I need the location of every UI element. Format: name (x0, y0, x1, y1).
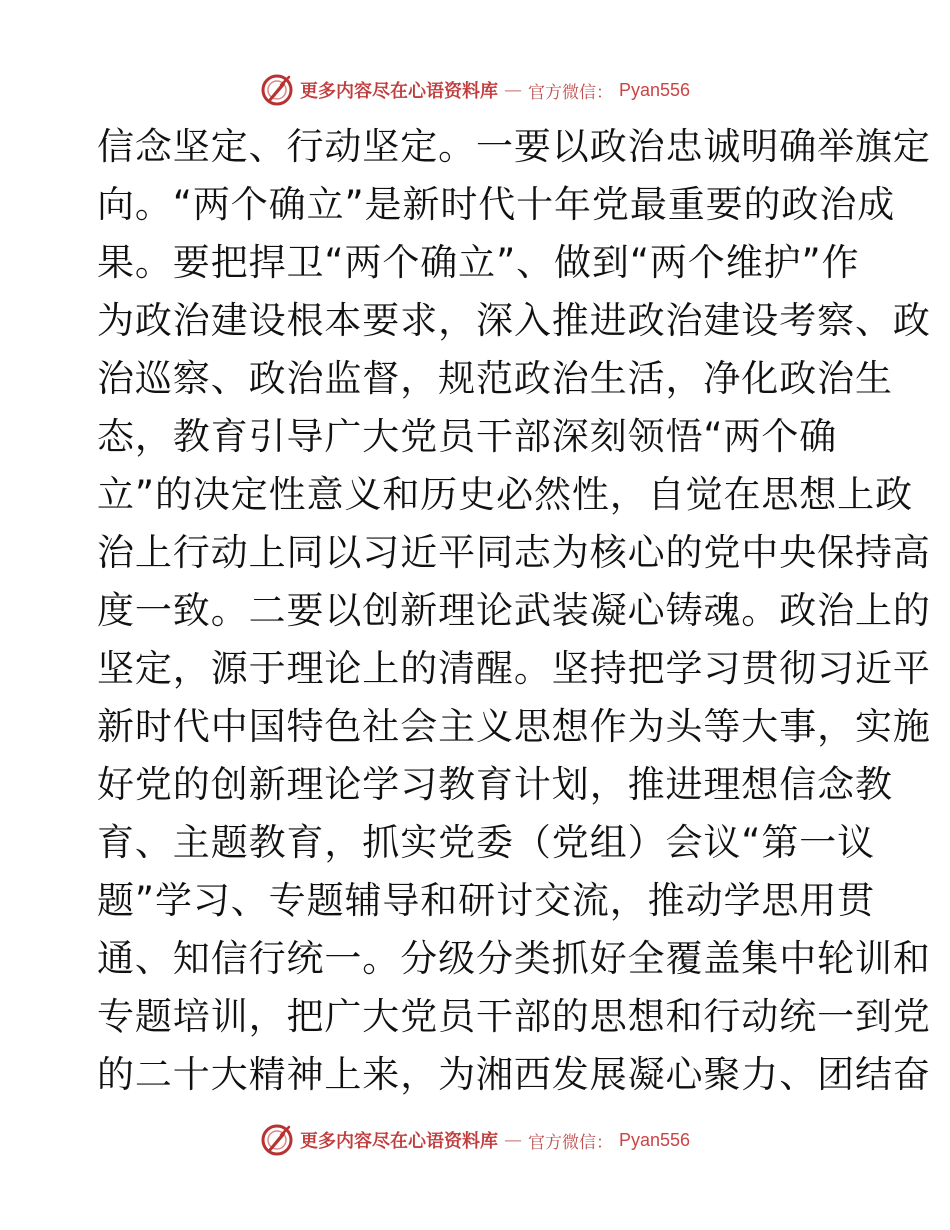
text-line: 度一致。二要以创新理论武装凝心铸魂。政治上的 (97, 589, 931, 632)
text-line: 好党的创新理论学习教育计划，推进理想信念教 (97, 763, 893, 806)
watermark-contact-id: Pyan556 (618, 1129, 691, 1150)
text-line: 态，教育引导广大党员干部深刻领悟“两个确 (97, 415, 838, 458)
text-line: 向。“两个确立”是新时代十年党最重要的政治成 (97, 183, 896, 226)
watermark-separator: — (503, 79, 522, 101)
text-line: 立”的决定性意义和历史必然性，自觉在思想上政 (97, 473, 913, 516)
watermark-contact-id: Pyan556 (618, 79, 691, 100)
text-line: 通、知信行统一。分级分类抓好全覆盖集中轮训和 (97, 937, 931, 980)
text-line: 为政治建设根本要求，深入推进政治建设考察、政 (97, 299, 931, 342)
quill-logo-icon (260, 1123, 294, 1157)
text-line: 治巡察、政治监督，规范政治生活，净化政治生 (97, 357, 893, 400)
text-line: 信念坚定、行动坚定。一要以政治忠诚明确举旗定 (97, 125, 931, 168)
watermark-contact-label: 官方微信： (527, 1132, 613, 1153)
watermark-text: 更多内容尽在心语资料库 (299, 81, 498, 102)
text-line: 新时代中国特色社会主义思想作为头等大事，实施 (97, 705, 931, 748)
quill-logo-icon (260, 73, 294, 107)
header-watermark (0, 70, 950, 110)
text-line: 的二十大精神上来，为湘西发展凝心聚力、团结奋 (97, 1053, 931, 1096)
watermark-text: 更多内容尽在心语资料库 (299, 1131, 498, 1152)
text-line: 题”学习、专题辅导和研讨交流，推动学思用贯 (97, 879, 876, 922)
footer-watermark (0, 1120, 950, 1160)
watermark-separator: — (503, 1129, 522, 1151)
text-line: 果。要把捍卫“两个确立”、做到“两个维护”作 (97, 241, 860, 284)
text-line: 专题培训，把广大党员干部的思想和行动统一到党 (97, 995, 931, 1038)
text-line: 治上行动上同以习近平同志为核心的党中央保持高 (97, 531, 931, 574)
text-line: 坚定，源于理论上的清醒。坚持把学习贯彻习近平 (97, 647, 931, 690)
text-line: 育、主题教育，抓实党委（党组）会议“第一议 (97, 821, 876, 864)
document-body (97, 118, 931, 1104)
watermark-contact-label: 官方微信： (527, 82, 613, 103)
